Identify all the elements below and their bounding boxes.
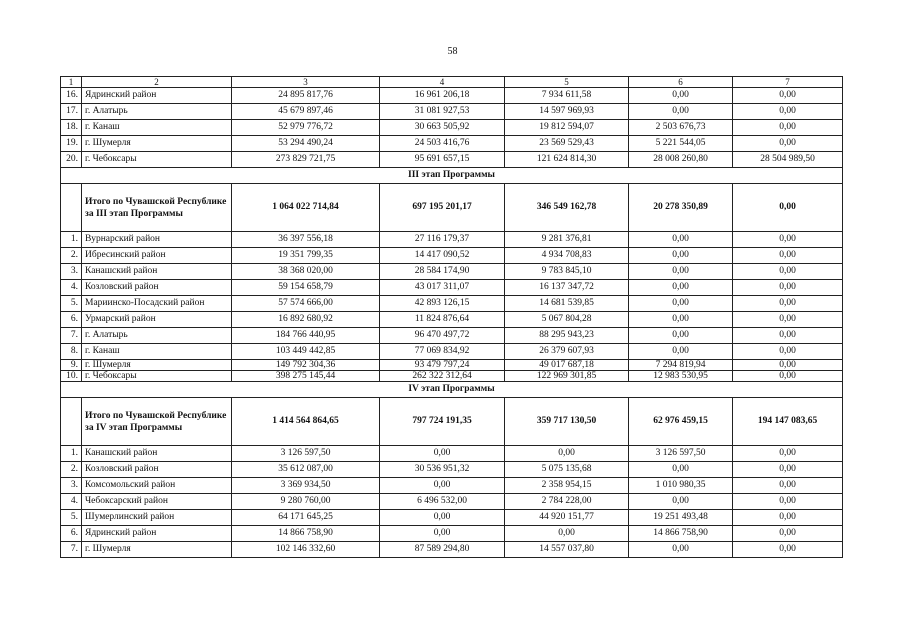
amount-col-5: 121 624 814,30 [505,152,629,168]
total-amount: 52 979 776,72 [232,120,380,136]
amount-col-5: 5 067 804,28 [505,312,629,328]
region-name: Козловский район [82,280,232,296]
amount-col-6: 14 866 758,90 [629,526,733,542]
amount-col-4: 6 496 532,00 [380,494,505,510]
table-row [61,280,843,296]
amount-col-5: 9 783 845,10 [505,264,629,280]
table-row [61,120,843,136]
region-name: Ибресинский район [82,248,232,264]
row-number: 3. [61,478,82,494]
table-row [61,478,843,494]
table-row [61,510,843,526]
amount-col-4: 0,00 [380,526,505,542]
amount-col-4: 77 069 834,92 [380,344,505,360]
total-value: 797 724 191,35 [380,398,505,446]
amount-col-6: 0,00 [629,328,733,344]
table-row [61,104,843,120]
column-number-cell: 5 [505,77,629,88]
region-name: г. Алатырь [82,328,232,344]
amount-col-4: 27 116 179,37 [380,232,505,248]
table-row [61,371,843,382]
total-value: 346 549 162,78 [505,184,629,232]
region-name: г. Чебоксары [82,371,232,382]
row-number: 19. [61,136,82,152]
column-number-cell: 3 [232,77,380,88]
table-row [61,264,843,280]
row-number: 3. [61,264,82,280]
total-amount: 57 574 666,00 [232,296,380,312]
amount-col-4: 24 503 416,76 [380,136,505,152]
total-amount: 9 280 760,00 [232,494,380,510]
total-amount: 19 351 799,35 [232,248,380,264]
amount-col-4: 42 893 126,15 [380,296,505,312]
column-number-cell: 7 [733,77,843,88]
amount-col-6: 3 126 597,50 [629,446,733,462]
amount-col-6: 0,00 [629,88,733,104]
total-amount: 35 612 087,00 [232,462,380,478]
region-name: Канашский район [82,264,232,280]
amount-col-5: 26 379 607,93 [505,344,629,360]
amount-col-6: 0,00 [629,462,733,478]
row-number: 6. [61,526,82,542]
amount-col-6: 0,00 [629,232,733,248]
total-value: 20 278 350,89 [629,184,733,232]
stage-heading: IV этап Программы [61,382,843,398]
row-number: 5. [61,296,82,312]
amount-col-6: 0,00 [629,264,733,280]
amount-col-7: 0,00 [733,120,843,136]
table-row [61,312,843,328]
row-number: 20. [61,152,82,168]
row-number: 8. [61,344,82,360]
region-name: Канашский район [82,446,232,462]
amount-col-7: 0,00 [733,312,843,328]
amount-col-7: 0,00 [733,526,843,542]
amount-col-7: 0,00 [733,280,843,296]
column-number-cell: 1 [61,77,82,88]
row-number: 2. [61,248,82,264]
table-row [61,446,843,462]
amount-col-5: 16 137 347,72 [505,280,629,296]
region-name: Вурнарский район [82,232,232,248]
amount-col-5: 14 681 539,85 [505,296,629,312]
amount-col-7: 0,00 [733,510,843,526]
region-name: Мариинско-Посадский район [82,296,232,312]
amount-col-6: 12 983 530,95 [629,371,733,382]
total-amount: 24 895 817,76 [232,88,380,104]
amount-col-4: 43 017 311,07 [380,280,505,296]
row-number: 10. [61,371,82,382]
table-row [61,232,843,248]
amount-col-6: 2 503 676,73 [629,120,733,136]
amount-col-4: 96 470 497,72 [380,328,505,344]
table-row [61,152,843,168]
amount-col-4: 0,00 [380,510,505,526]
page-number: 58 [447,46,458,57]
amount-col-7: 0,00 [733,360,843,371]
row-number: 4. [61,494,82,510]
column-number-row [61,77,843,88]
region-name: Ядринский район [82,526,232,542]
table-row [61,88,843,104]
row-number: 7. [61,328,82,344]
total-amount: 273 829 721,75 [232,152,380,168]
table-row [61,526,843,542]
empty-cell [61,184,82,232]
stage-total-row [61,398,843,446]
total-value: 697 195 201,17 [380,184,505,232]
amount-col-7: 0,00 [733,136,843,152]
amount-col-4: 0,00 [380,446,505,462]
total-amount: 3 369 934,50 [232,478,380,494]
amount-col-5: 88 295 943,23 [505,328,629,344]
amount-col-5: 2 784 228,00 [505,494,629,510]
total-label: Итого по Чувашской Республике за IV этап Программы [82,398,232,446]
amount-col-4: 31 081 927,53 [380,104,505,120]
amount-col-7: 0,00 [733,446,843,462]
region-name: Ядринский район [82,88,232,104]
total-value: 359 717 130,50 [505,398,629,446]
total-value: 194 147 083,65 [733,398,843,446]
table-row [61,136,843,152]
row-number: 5. [61,510,82,526]
total-amount: 59 154 658,79 [232,280,380,296]
total-amount: 184 766 440,95 [232,328,380,344]
amount-col-5: 0,00 [505,446,629,462]
amount-col-5: 4 934 708,83 [505,248,629,264]
row-number: 4. [61,280,82,296]
amount-col-6: 0,00 [629,542,733,558]
region-name: г. Канаш [82,120,232,136]
region-name: г. Чебоксары [82,152,232,168]
row-number: 16. [61,88,82,104]
total-amount: 102 146 332,60 [232,542,380,558]
total-value: 62 976 459,15 [629,398,733,446]
amount-col-4: 0,00 [380,478,505,494]
empty-cell [61,398,82,446]
amount-col-5: 19 812 594,07 [505,120,629,136]
amount-col-6: 0,00 [629,494,733,510]
row-number: 2. [61,462,82,478]
amount-col-7: 0,00 [733,88,843,104]
total-amount: 103 449 442,85 [232,344,380,360]
row-number: 9. [61,360,82,371]
amount-col-5: 9 281 376,81 [505,232,629,248]
amount-col-4: 11 824 876,64 [380,312,505,328]
total-amount: 14 866 758,90 [232,526,380,542]
total-amount: 36 397 556,18 [232,232,380,248]
amount-col-7: 0,00 [733,248,843,264]
region-name: Урмарский район [82,312,232,328]
amount-col-5: 122 969 301,85 [505,371,629,382]
table-row [61,344,843,360]
total-value: 1 414 564 864,65 [232,398,380,446]
amount-col-4: 93 479 797,24 [380,360,505,371]
amount-col-6: 7 294 819,94 [629,360,733,371]
amount-col-7: 0,00 [733,104,843,120]
amount-col-7: 0,00 [733,344,843,360]
amount-col-6: 0,00 [629,296,733,312]
column-number-cell: 2 [82,77,232,88]
amount-col-7: 0,00 [733,371,843,382]
stage-heading-row [61,168,843,184]
amount-col-4: 262 322 312,64 [380,371,505,382]
amount-col-4: 16 961 206,18 [380,88,505,104]
row-number: 7. [61,542,82,558]
amount-col-7: 0,00 [733,264,843,280]
amount-col-6: 0,00 [629,312,733,328]
amount-col-4: 30 536 951,32 [380,462,505,478]
region-name: Чебоксарский район [82,494,232,510]
region-name: г. Шумерля [82,542,232,558]
amount-col-6: 0,00 [629,344,733,360]
amount-col-6: 28 008 260,80 [629,152,733,168]
region-name: Шумерлинский район [82,510,232,526]
amount-col-7: 28 504 989,50 [733,152,843,168]
total-value: 0,00 [733,184,843,232]
amount-col-7: 0,00 [733,296,843,312]
amount-col-5: 2 358 954,15 [505,478,629,494]
amount-col-6: 0,00 [629,280,733,296]
amount-col-7: 0,00 [733,542,843,558]
total-amount: 3 126 597,50 [232,446,380,462]
total-amount: 64 171 645,25 [232,510,380,526]
stage-heading: III этап Программы [61,168,843,184]
amount-col-6: 19 251 493,48 [629,510,733,526]
row-number: 6. [61,312,82,328]
table-row [61,296,843,312]
amount-col-5: 23 569 529,43 [505,136,629,152]
column-number-cell: 6 [629,77,733,88]
amount-col-4: 95 691 657,15 [380,152,505,168]
amount-col-5: 49 017 687,18 [505,360,629,371]
amount-col-6: 0,00 [629,248,733,264]
row-number: 17. [61,104,82,120]
amount-col-5: 5 075 135,68 [505,462,629,478]
table-row [61,248,843,264]
table-row [61,328,843,344]
amount-col-7: 0,00 [733,232,843,248]
amount-col-6: 1 010 980,35 [629,478,733,494]
amount-col-5: 7 934 611,58 [505,88,629,104]
table-row [61,494,843,510]
amount-col-4: 14 417 090,52 [380,248,505,264]
amount-col-4: 30 663 505,92 [380,120,505,136]
total-value: 1 064 022 714,84 [232,184,380,232]
total-amount: 38 368 020,00 [232,264,380,280]
amount-col-5: 14 597 969,93 [505,104,629,120]
region-name: г. Шумерля [82,136,232,152]
region-name: Комсомольский район [82,478,232,494]
column-number-cell: 4 [380,77,505,88]
stage-heading-row [61,382,843,398]
table-row [61,542,843,558]
table-row [61,360,843,371]
amount-col-7: 0,00 [733,328,843,344]
region-name: г. Шумерля [82,360,232,371]
total-amount: 149 792 304,36 [232,360,380,371]
amount-col-6: 0,00 [629,104,733,120]
row-number: 1. [61,232,82,248]
amount-col-4: 87 589 294,80 [380,542,505,558]
amount-col-6: 5 221 544,05 [629,136,733,152]
amount-col-5: 44 920 151,77 [505,510,629,526]
amount-col-5: 0,00 [505,526,629,542]
row-number: 1. [61,446,82,462]
total-amount: 398 275 145,44 [232,371,380,382]
funding-table [60,76,843,558]
table-row [61,462,843,478]
total-amount: 53 294 490,24 [232,136,380,152]
stage-total-row [61,184,843,232]
row-number: 18. [61,120,82,136]
region-name: Козловский район [82,462,232,478]
amount-col-5: 14 557 037,80 [505,542,629,558]
total-amount: 16 892 680,92 [232,312,380,328]
region-name: г. Канаш [82,344,232,360]
amount-col-7: 0,00 [733,462,843,478]
amount-col-4: 28 584 174,90 [380,264,505,280]
total-label: Итого по Чувашской Республике за III этап Программы [82,184,232,232]
amount-col-7: 0,00 [733,478,843,494]
total-amount: 45 679 897,46 [232,104,380,120]
amount-col-7: 0,00 [733,494,843,510]
region-name: г. Алатырь [82,104,232,120]
